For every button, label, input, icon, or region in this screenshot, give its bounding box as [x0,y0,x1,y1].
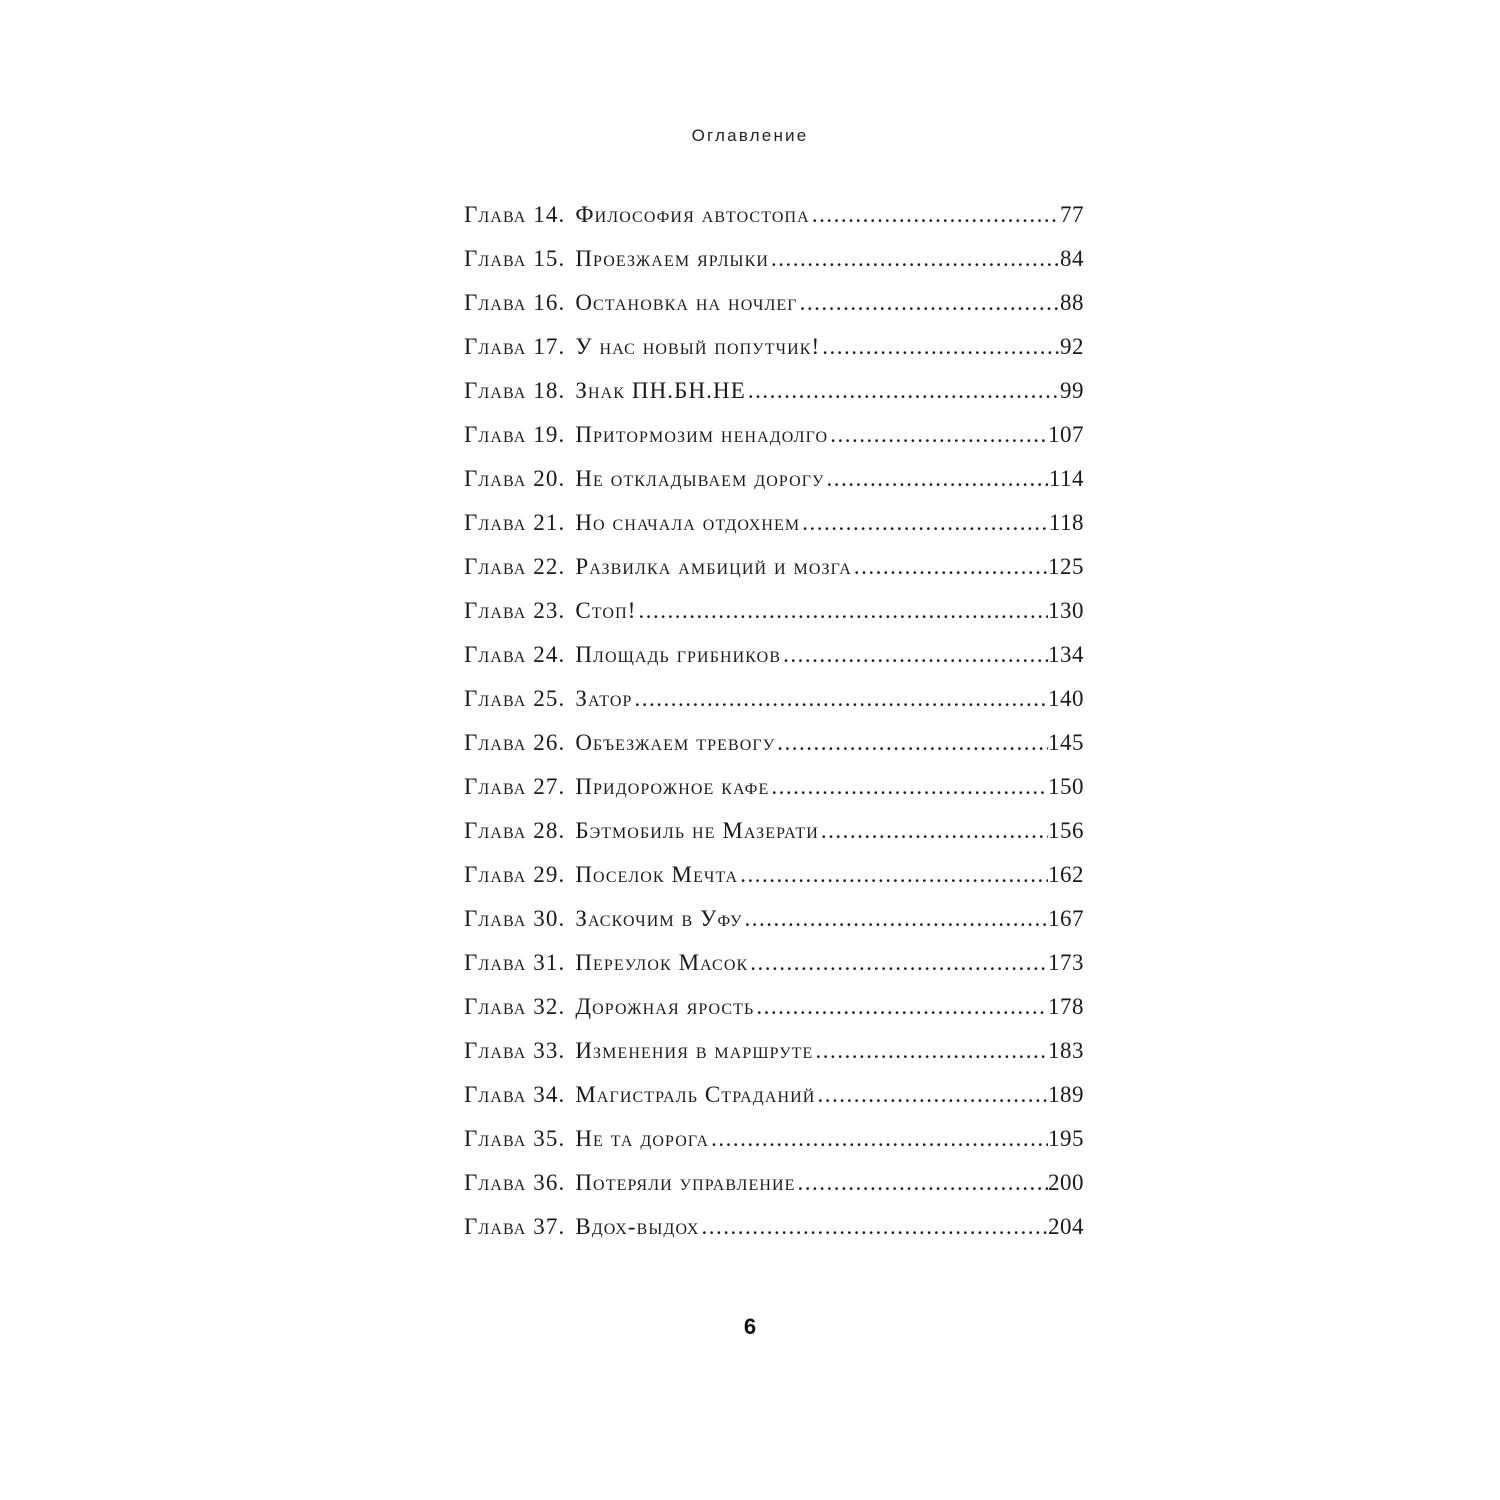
toc-page-number: 99 [1060,378,1084,403]
toc-dot-leader [743,906,1049,932]
toc-entry [464,598,1084,642]
table-of-contents [464,202,1084,1258]
toc-chapter-title: Но сначала отдохнем [575,510,801,535]
toc-dot-leader [637,598,1049,624]
toc-chapter-title: Потеряли управление [575,1170,796,1195]
toc-dot-leader [852,554,1048,580]
toc-dot-leader [828,422,1048,448]
toc-chapter-title: Не та дорога [575,1126,710,1151]
toc-chapter-label: Глава 37. [464,1214,566,1239]
toc-dot-leader [738,862,1048,888]
toc-entry [464,1082,1084,1126]
toc-chapter-title: Изменения в маршруте [575,1038,814,1063]
page-number: 6 [743,1314,757,1339]
toc-entry [464,1170,1084,1214]
toc-chapter-label: Глава 33. [464,1038,566,1063]
toc-chapter-label: Глава 26. [464,730,566,755]
toc-entry [464,510,1084,554]
toc-page-number: 150 [1048,774,1084,799]
toc-chapter-label: Глава 17. [464,334,566,359]
toc-chapter-title: Площадь грибников [575,642,782,667]
toc-entry [464,378,1084,422]
toc-chapter-label: Глава 30. [464,906,566,931]
toc-entry [464,1214,1084,1258]
toc-chapter-label: Глава 29. [464,862,566,887]
toc-chapter-title: Притормозим ненадолго [575,422,829,447]
toc-page-number: 140 [1048,686,1084,711]
toc-chapter-label: Глава 27. [464,774,566,799]
toc-dot-leader [813,1038,1048,1064]
toc-chapter-title: Проезжаем ярлыки [575,246,769,271]
toc-dot-leader [815,1082,1048,1108]
toc-entry [464,686,1084,730]
toc-entry [464,950,1084,994]
toc-dot-leader [700,1214,1049,1240]
toc-page-number: 162 [1048,862,1084,887]
toc-chapter-label: Глава 14. [464,202,566,227]
toc-chapter-title: Знак ПН.БН.НЕ [575,378,746,403]
toc-chapter-title: Объезжаем тревогу [575,730,776,755]
toc-chapter-label: Глава 19. [464,422,566,447]
toc-dot-leader [819,818,1048,844]
toc-page-number: 125 [1048,554,1084,579]
toc-entry [464,862,1084,906]
toc-entry [464,1038,1084,1082]
toc-chapter-title: Развилка амбиций и мозга [575,554,852,579]
toc-chapter-title: Заскочим в Уфу [575,906,743,931]
toc-dot-leader [781,642,1048,668]
toc-entry [464,730,1084,774]
toc-entry [464,554,1084,598]
toc-page-number: 195 [1048,1126,1084,1151]
toc-dot-leader [633,686,1048,712]
toc-dot-leader [775,730,1048,756]
toc-chapter-label: Глава 28. [464,818,566,843]
toc-chapter-title: Вдох-выдох [575,1214,700,1239]
toc-chapter-label: Глава 21. [464,510,566,535]
toc-entry [464,774,1084,818]
toc-page-number: 92 [1060,334,1084,359]
toc-entry [464,202,1084,246]
toc-chapter-label: Глава 20. [464,466,566,491]
toc-dot-leader [769,774,1048,800]
toc-page-number: 84 [1060,246,1084,271]
toc-chapter-title: У нас новый попутчик! [575,334,821,359]
toc-entry [464,642,1084,686]
toc-entry [464,422,1084,466]
toc-chapter-label: Глава 24. [464,642,566,667]
toc-chapter-label: Глава 31. [464,950,566,975]
toc-entry [464,906,1084,950]
toc-chapter-title: Философия автостопа [575,202,810,227]
toc-chapter-label: Глава 32. [464,994,566,1019]
toc-dot-leader [709,1126,1048,1152]
toc-chapter-title: Не откладываем дорогу [575,466,825,491]
toc-chapter-title: Дорожная ярость [575,994,755,1019]
toc-chapter-title: Остановка на ночлег [575,290,798,315]
toc-page-number: 77 [1060,202,1084,227]
toc-dot-leader [800,510,1049,536]
toc-dot-leader [746,378,1060,404]
toc-page-number: 107 [1048,422,1084,447]
toc-page-number: 167 [1048,906,1084,931]
toc-page-number: 134 [1048,642,1084,667]
toc-entry [464,334,1084,378]
toc-chapter-title: Бэтмобиль не Мазерати [575,818,819,843]
toc-dot-leader [825,466,1049,492]
toc-chapter-label: Глава 35. [464,1126,566,1151]
toc-page-number: 189 [1048,1082,1084,1107]
toc-entry [464,246,1084,290]
toc-chapter-label: Глава 18. [464,378,566,403]
toc-chapter-label: Глава 25. [464,686,566,711]
toc-page-number: 114 [1048,466,1084,491]
toc-entry [464,818,1084,862]
toc-chapter-title: Затор [575,686,633,711]
toc-chapter-label: Глава 16. [464,290,566,315]
toc-page-number: 88 [1060,290,1084,315]
toc-page-number: 183 [1048,1038,1084,1063]
toc-page-number: 178 [1048,994,1084,1019]
toc-page-number: 145 [1048,730,1084,755]
toc-page-number: 200 [1048,1170,1084,1195]
toc-entry [464,466,1084,510]
toc-dot-leader [754,994,1048,1020]
toc-dot-leader [810,202,1060,228]
toc-page-number: 204 [1048,1214,1084,1239]
toc-page-number: 118 [1048,510,1084,535]
toc-chapter-title: Стоп! [575,598,637,623]
toc-page-number: 173 [1048,950,1084,975]
toc-chapter-label: Глава 22. [464,554,566,579]
toc-dot-leader [796,1170,1048,1196]
toc-entry [464,290,1084,334]
toc-dot-leader [748,950,1048,976]
running-head: Оглавление [691,126,809,145]
toc-page-number: 130 [1048,598,1084,623]
toc-dot-leader [769,246,1060,272]
toc-chapter-label: Глава 23. [464,598,566,623]
toc-chapter-title: Поселок Мечта [575,862,739,887]
toc-entry [464,994,1084,1038]
toc-chapter-title: Переулок Масок [575,950,749,975]
toc-dot-leader [798,290,1060,316]
toc-page-number: 156 [1048,818,1084,843]
toc-chapter-label: Глава 36. [464,1170,566,1195]
toc-chapter-label: Глава 34. [464,1082,566,1107]
toc-chapter-title: Придорожное кафе [575,774,770,799]
toc-chapter-label: Глава 15. [464,246,566,271]
toc-chapter-title: Магистраль Страданий [575,1082,816,1107]
toc-dot-leader [820,334,1060,360]
toc-entry [464,1126,1084,1170]
